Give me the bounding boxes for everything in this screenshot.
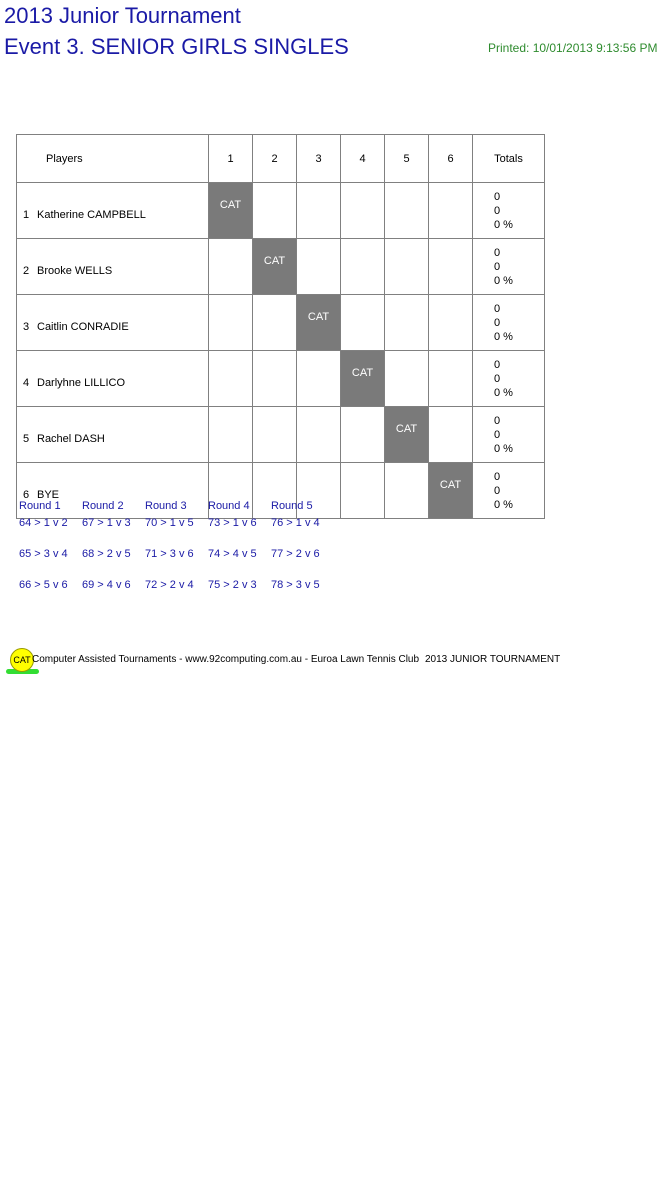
player-number: 6 <box>23 488 30 501</box>
total-value: 0 <box>494 484 501 497</box>
result-cell <box>253 183 297 239</box>
player-number: 3 <box>23 320 30 333</box>
totals-cell <box>473 407 545 463</box>
totals-cell <box>473 463 545 519</box>
result-cell <box>429 295 473 351</box>
total-value: 0 % <box>494 498 513 511</box>
match-item: 72 > 2 v 4 <box>145 579 194 591</box>
result-cell <box>297 407 341 463</box>
self-match-cell <box>429 463 473 519</box>
player-number: 5 <box>23 432 30 445</box>
total-value: 0 % <box>494 330 513 343</box>
totals-header: Totals <box>473 135 545 183</box>
self-match-label: CAT <box>439 479 462 491</box>
round-column <box>271 500 320 610</box>
result-cell <box>341 183 385 239</box>
player-name: Katherine CAMPBELL <box>37 208 146 221</box>
self-match-label: CAT <box>351 367 374 379</box>
player-cell <box>17 183 209 239</box>
match-item: 74 > 4 v 5 <box>208 548 257 560</box>
table-row <box>17 183 545 239</box>
self-match-label: CAT <box>219 199 242 211</box>
result-cell <box>297 239 341 295</box>
table-header-row <box>17 135 545 183</box>
printed-timestamp: Printed: 10/01/2013 9:13:56 PM <box>488 41 658 55</box>
column-header: 6 <box>429 135 473 183</box>
result-cell <box>341 239 385 295</box>
total-value: 0 <box>494 302 501 315</box>
round-column <box>208 500 257 610</box>
self-match-cell <box>209 183 253 239</box>
total-value: 0 % <box>494 386 513 399</box>
match-item: 75 > 2 v 3 <box>208 579 257 591</box>
result-cell <box>341 295 385 351</box>
round-label: Round 2 <box>82 500 124 512</box>
players-header: Players <box>17 135 209 183</box>
total-value: 0 <box>494 372 501 385</box>
player-name: Darlyhne LILLICO <box>37 376 126 389</box>
result-cell <box>209 351 253 407</box>
totals-cell <box>473 183 545 239</box>
player-name: Brooke WELLS <box>37 264 113 277</box>
result-cell <box>385 351 429 407</box>
player-cell <box>17 351 209 407</box>
match-item: 67 > 1 v 3 <box>82 517 131 529</box>
result-cell <box>385 463 429 519</box>
result-cell <box>429 239 473 295</box>
total-value: 0 <box>494 316 501 329</box>
total-value: 0 <box>494 204 501 217</box>
round-robin-table <box>16 134 545 519</box>
match-item: 70 > 1 v 5 <box>145 517 194 529</box>
totals-cell <box>473 351 545 407</box>
column-header: 5 <box>385 135 429 183</box>
result-cell <box>385 295 429 351</box>
column-header: 3 <box>297 135 341 183</box>
column-header: 1 <box>209 135 253 183</box>
result-cell <box>253 295 297 351</box>
match-item: 69 > 4 v 6 <box>82 579 131 591</box>
player-number: 4 <box>23 376 30 389</box>
result-cell <box>341 407 385 463</box>
round-label: Round 5 <box>271 500 313 512</box>
total-value: 0 % <box>494 274 513 287</box>
result-cell <box>385 183 429 239</box>
match-item: 68 > 2 v 5 <box>82 548 131 560</box>
match-item: 76 > 1 v 4 <box>271 517 320 529</box>
column-header: 2 <box>253 135 297 183</box>
self-match-cell <box>385 407 429 463</box>
total-value: 0 % <box>494 218 513 231</box>
player-number: 1 <box>23 208 30 221</box>
result-cell <box>429 351 473 407</box>
totals-cell <box>473 239 545 295</box>
footer-tournament: 2013 JUNIOR TOURNAMENT <box>425 654 561 665</box>
self-match-cell <box>297 295 341 351</box>
result-cell <box>429 407 473 463</box>
player-name: Rachel DASH <box>37 432 105 445</box>
cat-logo-icon: CAT <box>10 648 34 672</box>
total-value: 0 <box>494 358 501 371</box>
table-row <box>17 239 545 295</box>
result-cell <box>429 183 473 239</box>
player-name: Caitlin CONRADIE <box>37 320 129 333</box>
player-cell <box>17 407 209 463</box>
total-value: 0 % <box>494 442 513 455</box>
total-value: 0 <box>494 260 501 273</box>
match-item: 64 > 1 v 2 <box>19 517 68 529</box>
match-item: 65 > 3 v 4 <box>19 548 68 560</box>
footer-credit: Computer Assisted Tournaments - www.92computing.com.au - Euroa Lawn Tennis Club <box>32 654 420 665</box>
player-cell <box>17 295 209 351</box>
round-label: Round 1 <box>19 500 61 512</box>
column-header: 4 <box>341 135 385 183</box>
player-cell <box>17 239 209 295</box>
total-value: 0 <box>494 428 501 441</box>
total-value: 0 <box>494 190 501 203</box>
tournament-title: 2013 Junior Tournament <box>4 3 241 28</box>
match-item: 71 > 3 v 6 <box>145 548 194 560</box>
table-row <box>17 407 545 463</box>
result-cell <box>253 351 297 407</box>
total-value: 0 <box>494 246 501 259</box>
self-match-cell <box>341 351 385 407</box>
table-row <box>17 295 545 351</box>
result-cell <box>209 295 253 351</box>
round-label: Round 3 <box>145 500 187 512</box>
result-cell <box>209 239 253 295</box>
player-name: BYE <box>37 488 60 501</box>
result-cell <box>297 351 341 407</box>
self-match-label: CAT <box>395 423 418 435</box>
table-row <box>17 351 545 407</box>
total-value: 0 <box>494 414 501 427</box>
player-number: 2 <box>23 264 30 277</box>
round-label: Round 4 <box>208 500 250 512</box>
match-item: 66 > 5 v 6 <box>19 579 68 591</box>
totals-cell <box>473 295 545 351</box>
self-match-label: CAT <box>307 311 330 323</box>
match-item: 77 > 2 v 6 <box>271 548 320 560</box>
total-value: 0 <box>494 470 501 483</box>
footer <box>10 648 650 678</box>
result-cell <box>209 407 253 463</box>
result-cell <box>341 463 385 519</box>
result-cell <box>385 239 429 295</box>
match-item: 78 > 3 v 5 <box>271 579 320 591</box>
self-match-cell <box>253 239 297 295</box>
self-match-label: CAT <box>263 255 286 267</box>
round-column <box>145 500 194 610</box>
round-column <box>82 500 131 610</box>
result-cell <box>297 183 341 239</box>
result-cell <box>253 407 297 463</box>
round-column <box>19 500 68 610</box>
event-title: Event 3. SENIOR GIRLS SINGLES <box>4 34 349 59</box>
match-item: 73 > 1 v 6 <box>208 517 257 529</box>
